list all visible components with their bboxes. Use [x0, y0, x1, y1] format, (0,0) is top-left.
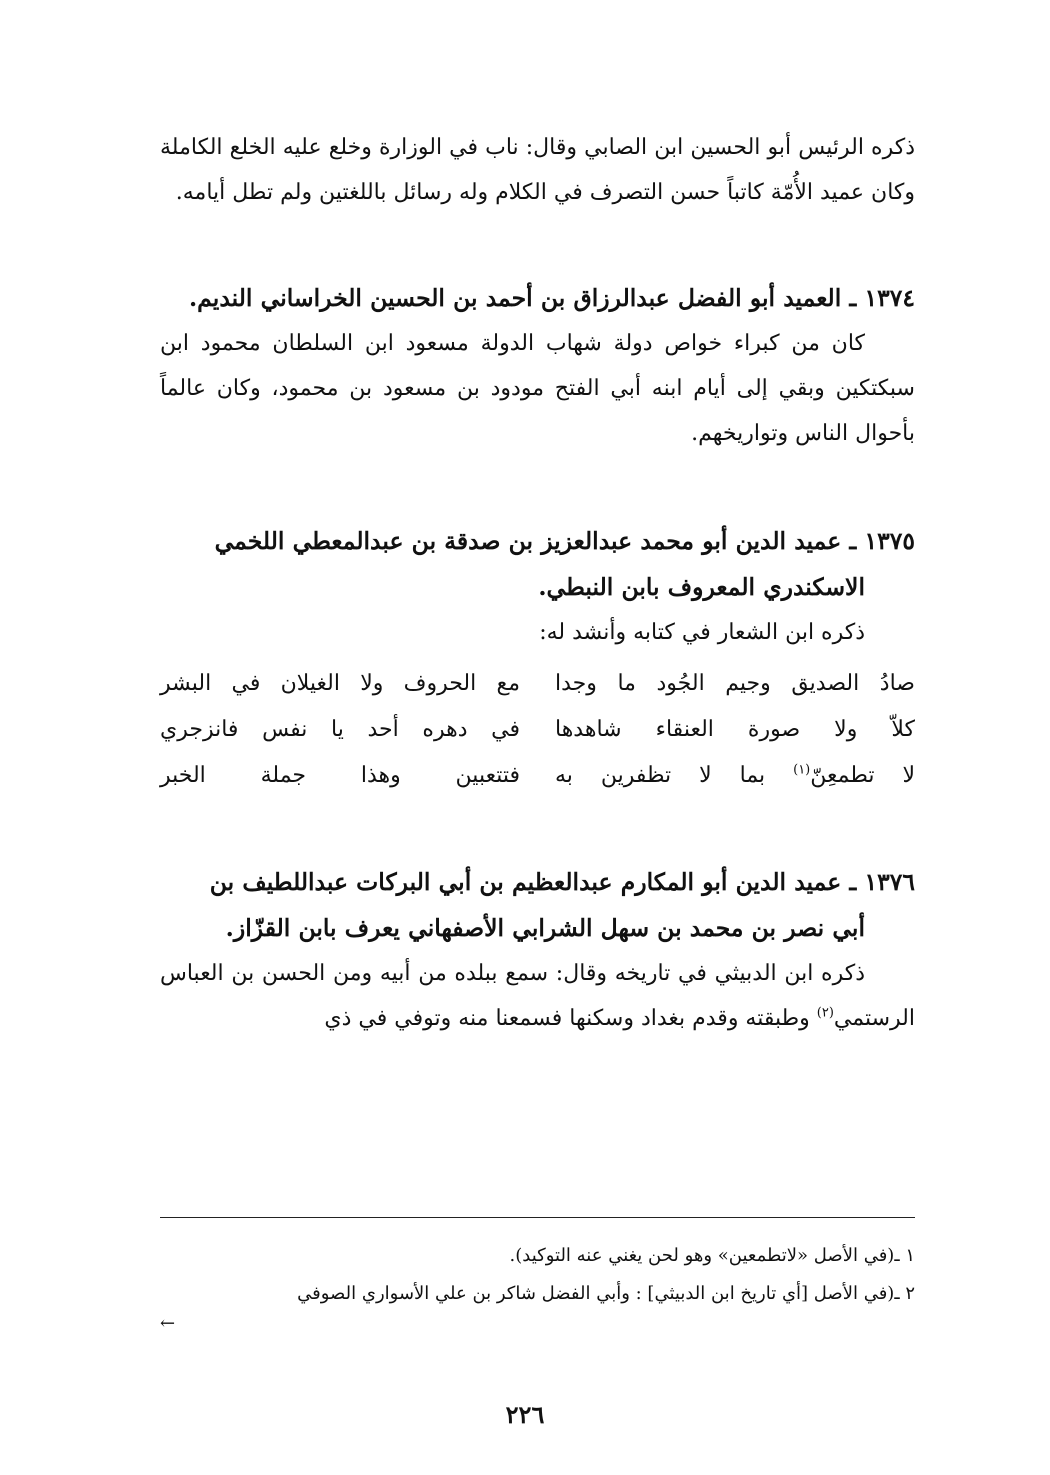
- verse-second-hemistich: مع الحروف ولا الغيلان في البشر: [160, 671, 520, 696]
- verse-first-hemistich: صادُ الصديق وجيم الجُود ما وجدا: [555, 671, 915, 696]
- entry-body: كان من كبراء خواص دولة شهاب الدولة مسعود ابن السلطان محمود ابن سبكتكين وبقي إلى أيام ابنه أبي الفتح مودود بن مسعود بن محمود، وكان عالماً بأحوال الناس وتواريخهم.: [160, 331, 915, 446]
- continue-arrow-icon: ←: [160, 1313, 176, 1334]
- entry-title-line1: ١٣٧٦ ـ عميد الدين أبو المكارم عبدالعظيم بن أبي البركات عبداللطيف بن: [209, 868, 915, 896]
- verse-text: بما لا تظفرين به: [555, 763, 794, 788]
- entry-1376: [160, 859, 915, 1041]
- poem-verse: [160, 707, 915, 753]
- entry-title: ١٣٧٤ ـ العميد أبو الفضل عبدالرزاق بن أحمد بن الحسين الخراساني النديم.: [188, 284, 915, 312]
- entry-body-text: وطبقته وقدم بغداد وسكنها فسمعنا منه وتوفي في ذي: [324, 1006, 817, 1031]
- entry-title-line2: الاسكندري المعروف بابن النبطي.: [538, 573, 865, 601]
- verse-second-hemistich: في دهره أحد يا نفس فانزجري: [160, 717, 520, 742]
- verse-first-hemistich: [555, 753, 915, 799]
- entry-title: [160, 518, 915, 610]
- intro-paragraph: ذكره الرئيس أبو الحسين ابن الصابي وقال: ناب في الوزارة وخلع عليه الخلع الكاملة وكان عميد الأُمّة كاتباً حسن التصرف في الكلام وله رسائل باللغتين ولم تطل أيامه.: [160, 135, 915, 205]
- page-body: [160, 125, 915, 1041]
- poem-verse: [160, 753, 915, 799]
- footnote-reference[interactable]: (٢): [816, 1005, 834, 1021]
- entry-title-line2: أبي نصر بن محمد بن سهل الشرابي الأصفهاني يعرف بابن القزّاز.: [225, 914, 865, 942]
- footnote-1: ١ ـ(في الأصل «لاتطمعين» وهو لحن يغني عنه التوكيد).: [509, 1245, 915, 1266]
- verse-second-hemistich: فتتعبين وهذا جملة الخبر: [160, 763, 520, 788]
- poem-verse: [160, 661, 915, 707]
- footnote-divider: [160, 1217, 915, 1218]
- verse-text: لا تطمعِنّ: [810, 763, 915, 788]
- entry-body: [160, 951, 915, 1041]
- entry-title: [160, 859, 915, 951]
- poem: [160, 661, 915, 799]
- entry-body-text: ذكره ابن الدبيثي في تاريخه وقال: سمع ببلده من أبيه ومن الحسن بن العباس الرستمي: [160, 961, 915, 1031]
- verse-first-hemistich: كلاّ ولا صورة العنقاء شاهدها: [555, 717, 915, 742]
- entry-body: ذكره ابن الشعار في كتابه وأنشد له:: [539, 620, 865, 645]
- footnote-reference[interactable]: (١): [793, 762, 811, 778]
- entry-1375: [160, 518, 915, 799]
- footnote-2: ٢ ـ(في الأصل [أي تاريخ ابن الدبيثي] : وأبي الفضل شاكر بن علي الأسواري الصوفي: [297, 1283, 915, 1304]
- entry-title-line1: ١٣٧٥ ـ عميد الدين أبو محمد عبدالعزيز بن صدقة بن عبدالمعطي اللخمي: [214, 527, 915, 555]
- page-number: ٢٢٦: [505, 1400, 545, 1429]
- entry-1374: [160, 275, 915, 456]
- footnotes: [160, 1237, 915, 1335]
